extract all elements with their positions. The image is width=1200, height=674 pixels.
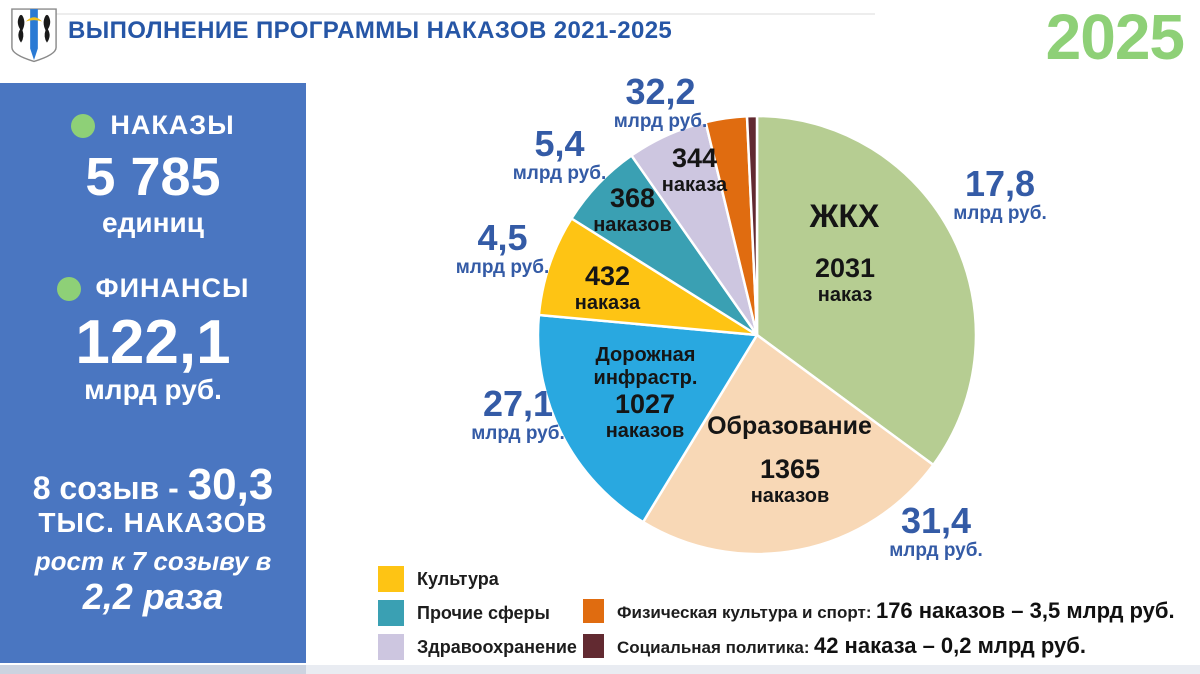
page-title: ВЫПОЛНЕНИЕ ПРОГРАММЫ НАКАЗОВ 2021-2025 (68, 17, 673, 44)
growth-line1: рост к 7 созыву в (34, 546, 272, 576)
finance-label: ФИНАНСЫ (95, 273, 250, 303)
legend-item-sotspolitika (583, 633, 1086, 659)
top-divider (55, 13, 875, 15)
slice-name-obrazovanie: Образование (707, 412, 872, 440)
nakazy-value: 5 785 (85, 147, 221, 207)
year-badge: 2025 (1045, 1, 1184, 73)
amount-label-dorozhnaya: 27,1 млрд руб. (471, 383, 565, 444)
nakazy-unit: единиц (102, 207, 204, 238)
coat-of-arms-icon (10, 6, 58, 64)
legend-label: Прочие сферы (417, 602, 550, 623)
legend-swatch (378, 566, 404, 592)
legend-item-zdravookhranenie (378, 634, 577, 660)
finance-value: 122,1 (75, 308, 231, 377)
legend-swatch (378, 634, 404, 660)
growth-line2: 2,2 раза (82, 576, 224, 617)
legend-label: Здравоохранение (417, 636, 577, 657)
bullet-icon (71, 114, 95, 138)
slice-count-zdravookhranenie: 344 наказа (661, 143, 728, 196)
finance-unit: млрд руб. (84, 374, 222, 405)
legend-label: Физическая культура и спорт: (617, 603, 872, 622)
finance-heading (0, 273, 306, 304)
legend-label: Культура (417, 568, 499, 589)
slice-count-dorozhnaya: 1027 наказов (605, 389, 685, 442)
slice-name-dorozhnaya: Дорожная инфрастр. (593, 344, 698, 389)
slice-count-obrazovanie: 1365 наказов (750, 454, 830, 507)
nakazy-heading (0, 110, 306, 141)
convocation-line: 8 созыв - 30,3 (32, 460, 274, 509)
amount-label-prochie: 5,4 млрд руб. (512, 123, 607, 184)
slice-count-prochie: 368 наказов (593, 183, 672, 236)
stats-sidebar (0, 83, 306, 663)
legend-item-prochie (378, 600, 550, 626)
legend-value: 42 наказа – 0,2 млрд руб. (813, 633, 1086, 658)
convocation-line2: ТЫС. НАКАЗОВ (38, 507, 268, 538)
bottom-divider (0, 665, 1200, 674)
legend-label: Социальная политика: (617, 638, 810, 657)
bullet-icon (57, 277, 81, 301)
slice-count-zhkh: 2031 наказ (814, 253, 876, 306)
legend-swatch (378, 600, 404, 626)
nakazy-label: НАКАЗЫ (110, 110, 235, 140)
legend-item-fizkultura (583, 598, 1175, 624)
amount-label-kultura: 4,5 млрд руб. (455, 217, 550, 278)
amount-label-zhkh: 17,8 млрд руб. (953, 163, 1047, 224)
amount-label-zdravookhranenie: 32,2 млрд руб. (613, 71, 708, 132)
slice-name-zhkh: ЖКХ (809, 198, 880, 234)
legend-item-kultura (378, 566, 499, 592)
slice-count-kultura: 432 наказа (574, 261, 641, 314)
amount-label-obrazovanie: 31,4 млрд руб. (889, 500, 983, 561)
legend-swatch (583, 599, 604, 623)
legend-value: 176 наказов – 3,5 млрд руб. (875, 598, 1175, 623)
legend-swatch (583, 634, 604, 658)
